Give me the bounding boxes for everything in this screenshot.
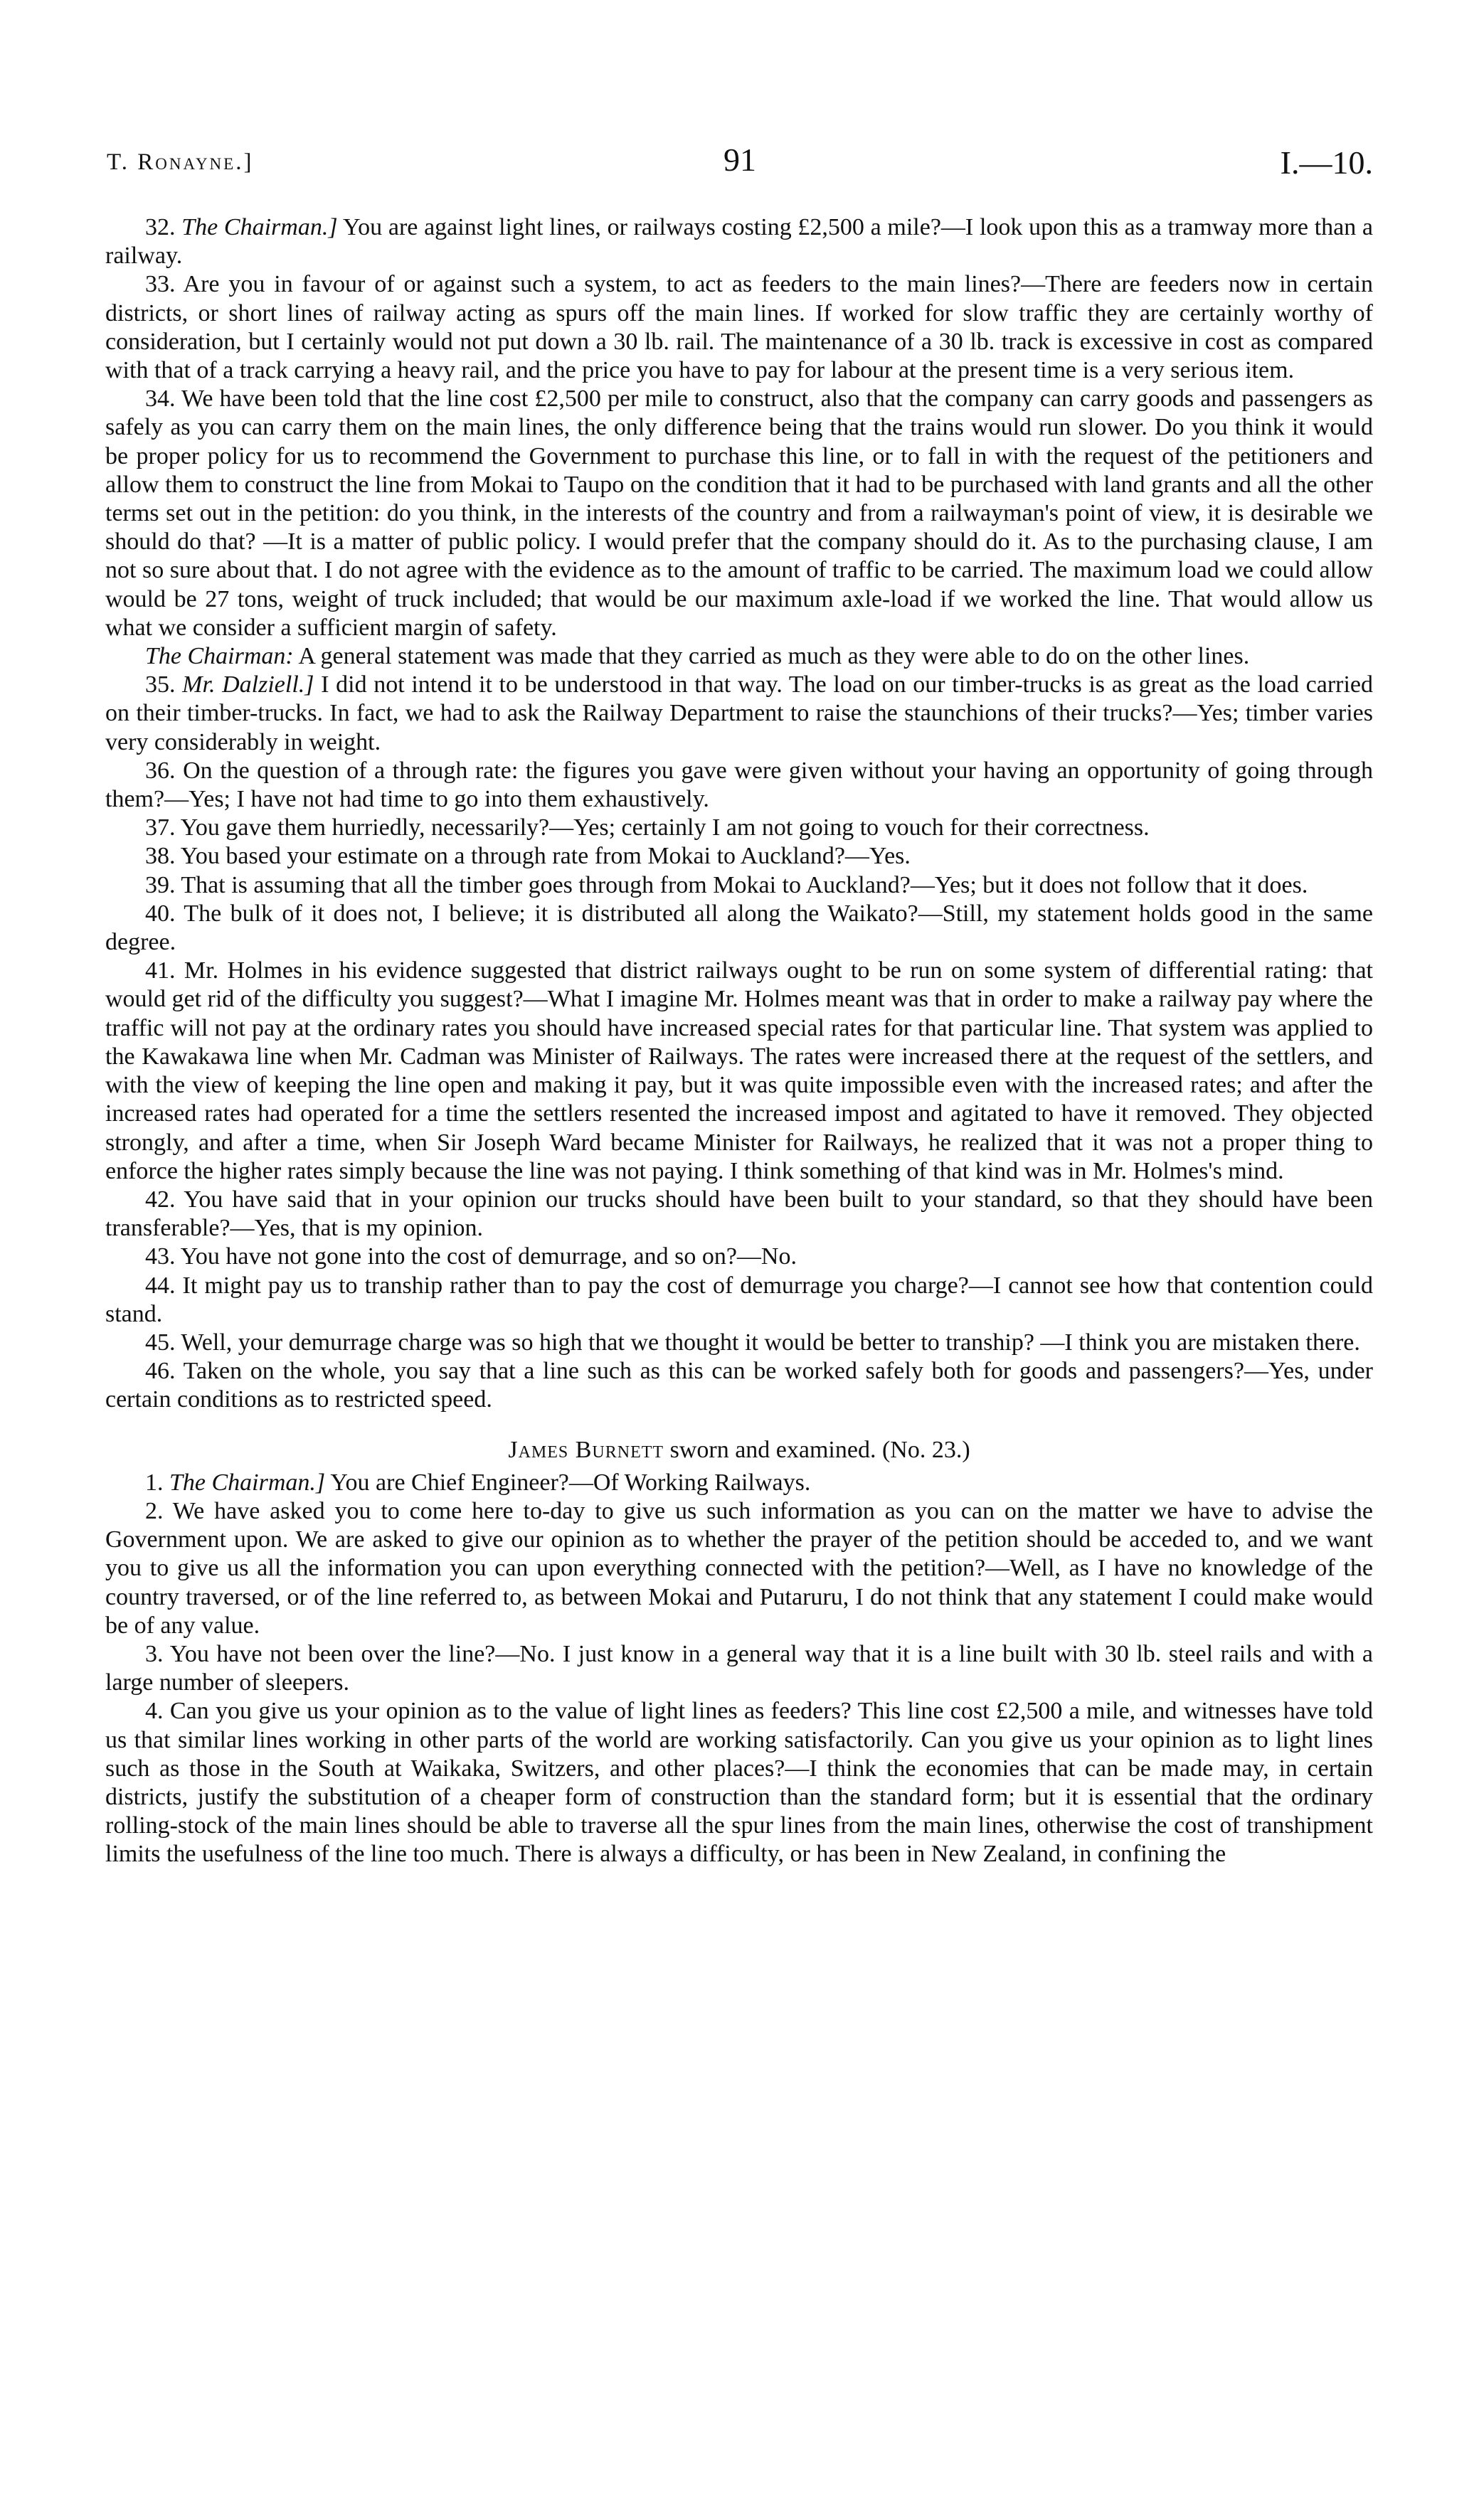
question-number: 34.	[145, 386, 176, 413]
question-number: 35.	[145, 671, 176, 698]
question-number: 44.	[145, 1272, 176, 1299]
speaker-label: The Chairman:	[145, 643, 294, 670]
question-text: Well, your demurrage charge was so high that we thought it would be better to tranship? —I think you are mistaken there.	[181, 1329, 1360, 1356]
question-text: Can you give us your opinion as to the value of light lines as feeders? This line cost £2,500 a mile, and witnesses have told us that similar lines working in other parts of the world are working satisfactorily. Can you give us your opinion as to light lines such as those in the South at Waikaka, Switzers, and other places?—I think the economies that can be made may, in certain districts, justify the substitution of a cheaper form of construction than the standard form; but it is essential that the ordinary rolling-stock of the main lines should be able to traverse all the spur lines from the main lines, otherwise the cost of transhipment limits the usefulness of the line too much. There is always a difficulty, or has been in New Zealand, in confining the	[105, 1698, 1374, 1868]
question-paragraph	[105, 270, 1373, 385]
question-number: 45.	[145, 1329, 176, 1356]
question-text: We have asked you to come here to-day to give us such information as you can on the matter we have to advise the Government upon. We are asked to give our opinion as to whether the prayer of the petition should be acceded to, and we want you to give us all the information you can upon everything connected with the petition?—Well, as I have no knowledge of the country traversed, or of the line referred to, as between Mokai and Putaruru, I do not think that any statement I could make would be of any value.	[105, 1497, 1373, 1639]
question-text: You gave them hurriedly, necessarily?—Yes; certainly I am not going to vouch for their correctness.	[180, 814, 1150, 841]
page-header	[107, 141, 1373, 184]
question-text: It might pay us to tranship rather than to pay the cost of demurrage you charge?—I cannot see how that contention could stand.	[105, 1272, 1374, 1327]
question-paragraph	[105, 757, 1373, 814]
question-text: We have been told that the line cost £2,500 per mile to construct, also that the company can carry goods and passengers as safely as you can carry them on the main lines, the only difference being that the trains would run slower. Do you think it would be proper policy for us to recommend the Government to purchase this line, or to fall in with the request of the petitioners and allow them to construct the line from Mokai to Taupo on the condition that it had to be purchased with land grants and all the other terms set out in the petition: do you think, in the interests of the country and from a railwayman's point of view, it is desirable we should do that? —It is a matter of public policy. I would prefer that the company should do it. As to the purchasing clause, I am not so sure about that. I do not agree with the evidence as to the amount of traffic to be carried. The maximum load we could allow would be 27 tons, weight of truck included; that would be our maximum axle-load if we worked the line. That would allow us what we consider a sufficient margin of safety.	[105, 386, 1374, 641]
witness-name: James Burnett	[508, 1436, 664, 1463]
question-text: I did not intend it to be understood in that way. The load on our timber-trucks is as great as the load carried on their timber-trucks. In fact, we had to ask the Railway Department to raise the staunchions of their trucks?—Yes; timber varies very considerably in weight.	[105, 671, 1374, 755]
page-number: 91	[723, 142, 756, 178]
question-text: The bulk of it does not, I believe; it is distributed all along the Waikato?—Still, my statement holds good in the same degree.	[105, 900, 1373, 956]
question-number: 42.	[145, 1186, 176, 1213]
evidence-section-burnett	[105, 1469, 1373, 1869]
evidence-section-ronayne	[105, 213, 1373, 1415]
question-number: 39.	[145, 871, 176, 898]
question-text: That is assuming that all the timber goes through from Mokai to Auckland?—Yes; but it does not follow that it does.	[181, 871, 1308, 898]
question-number: 41.	[145, 957, 176, 984]
question-text: Mr. Holmes in his evidence suggested that district railways ought to be run on some system of differential rating: that would get rid of the difficulty you suggest?—What I imagine Mr. Holmes meant was that in order to make a railway pay where the traffic will not pay at the ordinary rates you should have increased special rates for that particular line. That system was applied to the Kawakawa line when Mr. Cadman was Minister of Railways. The rates were increased there at the request of the settlers, and with the view of keeping the line open and making it pay, but it was quite impossible even with the increased rates; and after the increased rates had operated for a time the settlers resented the increased impost and agitated to have it removed. They objected strongly, and after a time, when Sir Joseph Ward became Minister for Railways, he realized that it was not a proper thing to enforce the higher rates simply because the line was not paying. I think something of that kind was in Mr. Holmes's mind.	[105, 957, 1374, 1184]
question-paragraph	[105, 900, 1373, 957]
speaker-label: The Chairman.]	[169, 1469, 326, 1496]
question-text: A general statement was made that they carried as much as they were able to do on the other lines.	[293, 643, 1250, 670]
question-paragraph	[105, 957, 1373, 1186]
question-number: 38.	[145, 843, 176, 870]
question-paragraph	[105, 1329, 1373, 1357]
question-paragraph	[105, 871, 1373, 900]
speaker-label: The Chairman.]	[181, 214, 338, 240]
question-paragraph	[105, 213, 1373, 270]
question-number: 2.	[145, 1497, 164, 1524]
question-paragraph	[105, 671, 1373, 757]
question-text: Taken on the whole, you say that a line such as this can be worked safely both for goods and passengers?—Yes, under certain conditions as to restricted speed.	[105, 1358, 1374, 1413]
question-text: You have not been over the line?—No. I just know in a general way that it is a line built with 30 lb. steel rails and with a large number of sleepers.	[105, 1640, 1373, 1696]
question-number: 32.	[145, 214, 176, 240]
question-paragraph	[105, 1640, 1373, 1697]
header-witness-name: T. Ronayne.]	[107, 149, 254, 175]
question-paragraph	[105, 1497, 1373, 1640]
question-number: 46.	[145, 1358, 176, 1385]
question-number: 36.	[145, 757, 176, 784]
question-number: 33.	[145, 271, 176, 298]
question-text: On the question of a through rate: the figures you gave were given without your having an opportunity of going through them?—Yes; I have not had time to go into them exhaustively.	[105, 757, 1374, 813]
question-text: You are Chief Engineer?—Of Working Railways.	[325, 1469, 811, 1496]
question-text: You are against light lines, or railways costing £2,500 a mile?—I look upon this as a tramway more than a railway.	[105, 214, 1374, 270]
question-paragraph	[105, 1272, 1373, 1329]
question-paragraph	[105, 1243, 1373, 1271]
question-text: Are you in favour of or against such a system, to act as feeders to the main lines?—There are feeders now in certain districts, or short lines of railway acting as spurs off the main lines. If worked for slow traffic they are certainly worthy of consideration, but I certainly would not put down a 30 lb. rail. The maintenance of a 30 lb. track is excessive in cost as compared with that of a track carrying a heavy rail, and the price you have to pay for labour at the present time is a very serious item.	[105, 271, 1374, 384]
witness-heading	[105, 1436, 1373, 1464]
question-paragraph	[105, 385, 1373, 642]
question-number: 37.	[145, 814, 176, 841]
document-reference: I.—10.	[1280, 144, 1373, 181]
question-text: You have said that in your opinion our trucks should have been built to your standard, so that they should have been transferable?—Yes, that is my opinion.	[105, 1186, 1374, 1242]
question-paragraph	[105, 1469, 1373, 1497]
question-number: 1.	[145, 1469, 164, 1496]
question-paragraph	[105, 1186, 1373, 1243]
question-text: You based your estimate on a through rate from Mokai to Auckland?—Yes.	[180, 843, 911, 870]
question-paragraph	[105, 642, 1373, 671]
question-paragraph	[105, 1357, 1373, 1414]
question-paragraph	[105, 1697, 1373, 1868]
question-paragraph	[105, 814, 1373, 842]
witness-heading-rest: sworn and examined. (No. 23.)	[664, 1436, 970, 1463]
document-body	[105, 213, 1373, 1869]
question-number: 43.	[145, 1243, 176, 1270]
question-number: 3.	[145, 1640, 164, 1667]
question-number: 4.	[145, 1698, 164, 1725]
question-number: 40.	[145, 900, 176, 927]
question-text: You have not gone into the cost of demurrage, and so on?—No.	[180, 1243, 797, 1270]
speaker-label: Mr. Dalziell.]	[182, 671, 314, 698]
question-paragraph	[105, 842, 1373, 871]
